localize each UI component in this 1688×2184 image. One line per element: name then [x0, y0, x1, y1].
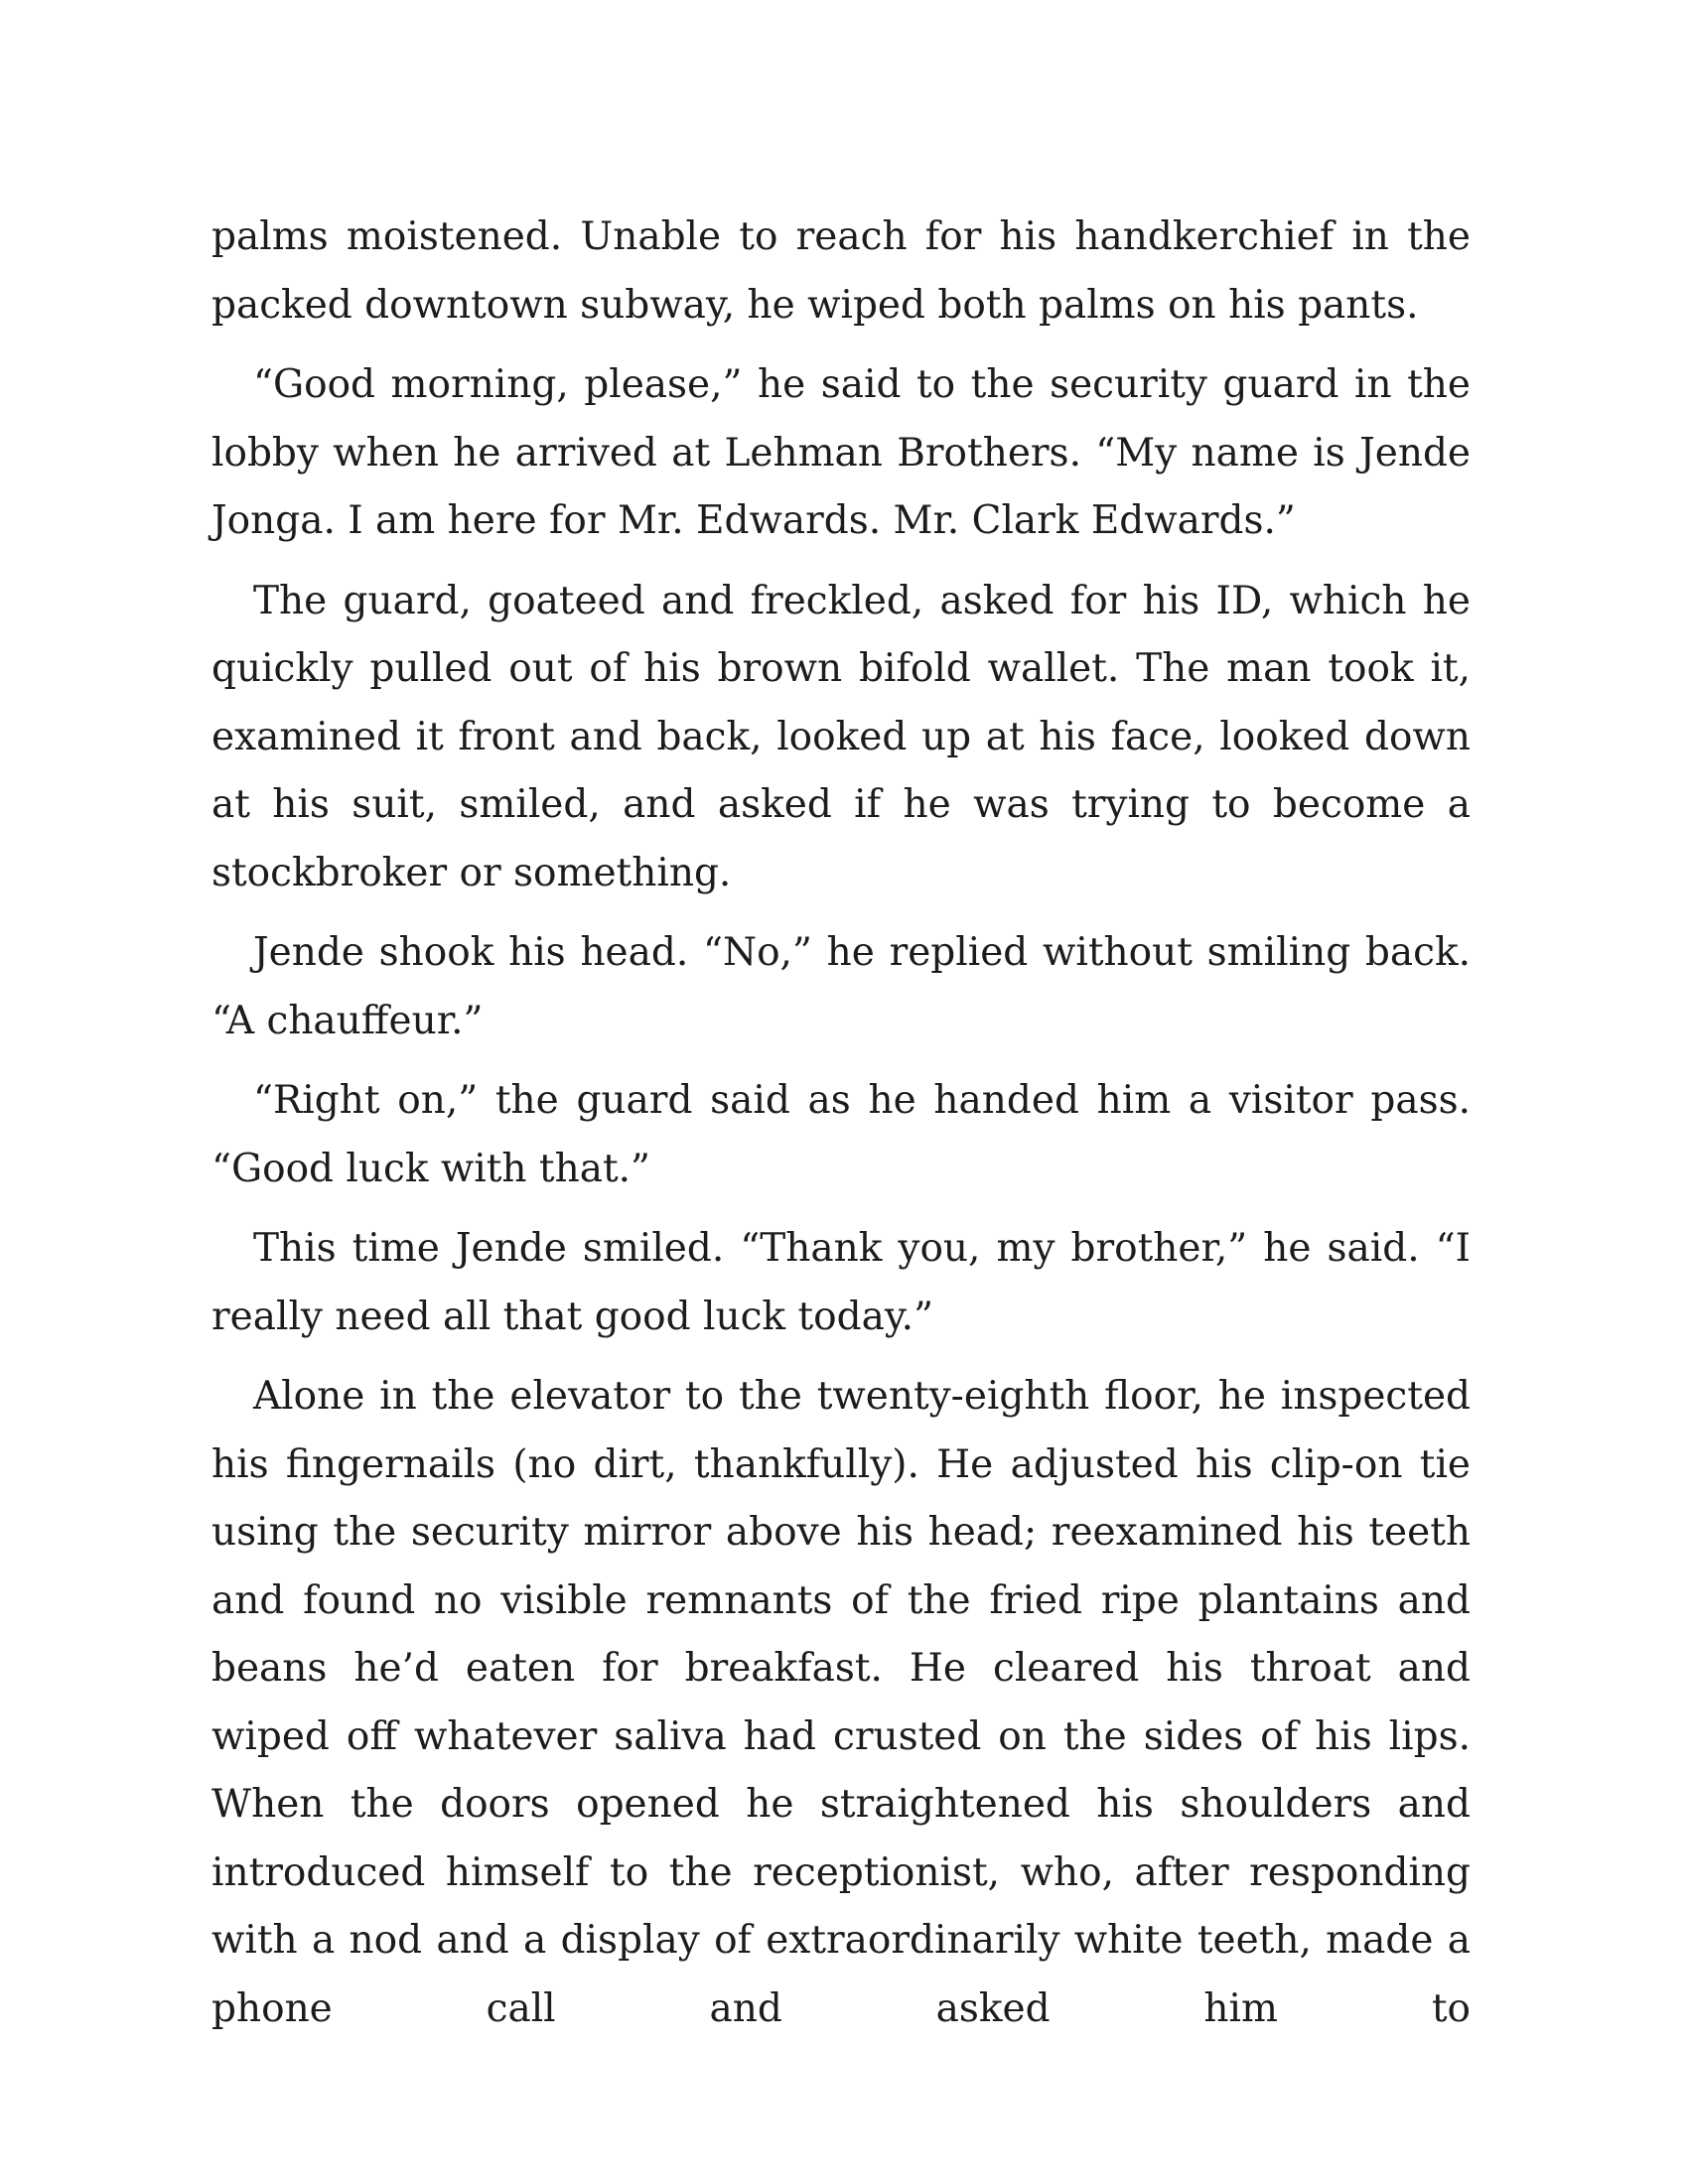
paragraph-5: “Right on,” the guard said as he handed him a visitor pass. “Good luck with that.” — [211, 1078, 1471, 1191]
paragraph-7: Alone in the elevator to the twenty-eighth floor, he inspected his fingernails (no dirt, thankfully). He adjusted his clip-on tie using the security mirror above his head; reexamined his teeth and found no visible remnants of the fried ripe plantains and beans he’d eaten for breakfast. He cleared his throat and wiped off whatever saliva had crusted on the sides of his lips. When the doors opened he straightened his shoulders and introduced himself to the receptionist, who, after responding with a nod and a display of extraordinarily white teeth, made a phone call and asked him to — [211, 1374, 1471, 2031]
book-page — [211, 204, 1471, 2055]
paragraph-1: palms moistened. Unable to reach for his handkerchief in the packed downtown subway, he wiped both palms on his pants. — [211, 214, 1471, 328]
paragraph-6: This time Jende smiled. “Thank you, my brother,” he said. “I really need all that good luck today.” — [211, 1226, 1471, 1339]
paragraph-2: “Good morning, please,” he said to the security guard in the lobby when he arrived at Lehman Brothers. “My name is Jende Jonga. I am here for Mr. Edwards. Mr. Clark Edwards.” — [211, 362, 1471, 543]
paragraph-4: Jende shook his head. “No,” he replied without smiling back. “A chauffeur.” — [211, 930, 1471, 1043]
paragraph-3: The guard, goateed and freckled, asked for his ID, which he quickly pulled out of his brown bifold wallet. The man took it, examined it front and back, looked up at his face, looked down at his suit, smiled, and asked if he was trying to become a stockbroker or something. — [211, 578, 1471, 895]
